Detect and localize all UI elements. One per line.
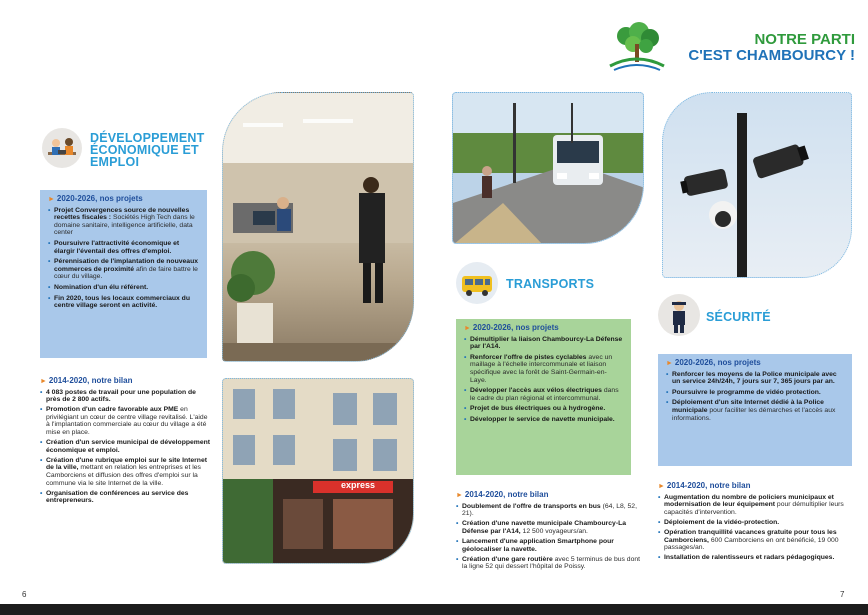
triangle-icon: ► (658, 483, 667, 490)
list-item: • Création d'une navette municipale Chambourcy-La Défense par l'A14, 12 500 voyageurs/an. (456, 520, 646, 535)
transports-bilan-heading: ► 2014-2020, notre bilan (456, 490, 549, 499)
economie-projets-box (40, 190, 207, 358)
securite-bilan (658, 482, 852, 564)
securite-projets-heading: ► 2020-2026, nos projets (666, 358, 761, 367)
list-item: • Développer l'accès aux vélos électriques dans le cadre du plan régional et intercommunal. (464, 387, 623, 402)
list-item: • Déploiement d'un site Internet dédié à la Police municipale pour faciliter les démarches et l'accès aux informations. (666, 399, 844, 422)
party-logo-tree (606, 22, 668, 74)
transports-bilan (456, 491, 646, 573)
list-item: • Création d'un service municipal de développement économique et emploi. (40, 439, 212, 454)
triangle-icon: ► (666, 360, 675, 367)
party-name-line2: C'EST CHAMBOURCY ! (688, 47, 855, 64)
list-item: • Organisation de conférences au service des entrepreneurs. (40, 490, 212, 505)
triangle-icon: ► (40, 378, 49, 385)
transports-projets-box (456, 319, 631, 475)
list-item: • Développer le service de navette municipale. (464, 416, 623, 424)
economie-projets-heading: ► 2020-2026, nos projets (48, 194, 143, 203)
economie-bilan-heading: ► 2014-2020, notre bilan (40, 376, 133, 385)
list-item: • 4 083 postes de travail pour une population de près de 2 800 actifs. (40, 389, 212, 404)
economie-bilan (40, 377, 212, 507)
list-item: • Lancement d'une application Smartphone pour géolocaliser la navette. (456, 538, 646, 553)
securite-bilan-heading: ► 2014-2020, notre bilan (658, 481, 751, 490)
list-item: • Création d'une gare routière avec 5 terminus de bus dont la ligne 52 qui dessert l'hôpital de Poissy. (456, 556, 646, 571)
storefront-photo (222, 378, 414, 564)
list-item: • Poursuivre le programme de vidéo protection. (666, 389, 844, 397)
list-item: • Doublement de l'offre de transports en bus (64, L8, 52, 21). (456, 503, 646, 518)
office-photo (222, 92, 414, 362)
list-item: • Création d'une rubrique emploi sur le site Internet de la ville, mettant en relation les entreprises et les Camborciens et diffusion des offres d'emploi sur la commune via le site Internet de la ville. (40, 457, 212, 487)
securite-section-icon (658, 294, 700, 336)
bus-photo (452, 92, 644, 244)
triangle-icon: ► (48, 196, 57, 203)
triangle-icon: ► (464, 325, 473, 332)
list-item: • Installation de ralentisseurs et radars pédagogiques. (658, 554, 852, 562)
list-item: • Démultiplier la liaison Chambourcy-La Défense par l'A14. (464, 336, 623, 351)
list-item: • Opération tranquillité vacances gratuite pour tous les Camborciens, 600 Camborciens en ont bénéficié, 19 000 passages/an. (658, 529, 852, 552)
securite-projets-box (658, 354, 852, 466)
securite-title: SÉCURITÉ (706, 310, 771, 324)
transports-title: TRANSPORTS (506, 277, 595, 291)
list-item: • Renforcer les moyens de la Police municipale avec un service 24h/24h, 7 jours sur 7, 365 jours par an. (666, 371, 844, 386)
list-item: • Fin 2020, tous les locaux commerciaux du centre village seront en activité. (48, 295, 199, 310)
list-item: • Renforcer l'offre de pistes cyclables avec un maillage à l'échelle intercommunale et liaison spécifique avec la forêt de Saint-Germain-en-Laye. (464, 354, 623, 384)
triangle-icon: ► (456, 492, 465, 499)
party-name-line1: NOTRE PARTI (754, 31, 855, 48)
list-item: • Promotion d'un cadre favorable aux PME en privilégiant un cœur de centre village revitalisé. L'aide à l'implantation commerciale au cœur du village a été mise en place. (40, 406, 212, 436)
party-name (680, 32, 855, 64)
bottom-edge (0, 604, 868, 615)
list-item: • Nomination d'un élu référent. (48, 284, 199, 292)
list-item: • Pérennisation de l'implantation de nouveaux commerces de proximité afin de faire battre le cœur du village. (48, 258, 199, 281)
camera-photo (662, 92, 852, 278)
list-item: • Déploiement de la vidéo-protection. (658, 519, 852, 527)
list-item: • Projet Convergences source de nouvelles recettes fiscales : Sociétés High Tech dans le domaine sanitaire, intelligence artificielle, data center (48, 207, 199, 237)
page-number-left: 6 (22, 590, 27, 599)
transports-projets-heading: ► 2020-2026, nos projets (464, 323, 559, 332)
list-item: • Projet de bus électriques ou à hydrogène. (464, 405, 623, 413)
economie-title: DÉVELOPPEMENT ÉCONOMIQUE ET EMPLOI (90, 131, 205, 169)
economie-section-icon (42, 128, 82, 168)
transports-section-icon (456, 262, 498, 304)
list-item: • Augmentation du nombre de policiers municipaux et modernisation de leur équipement pour démultiplier leurs capacités d'intervention. (658, 494, 852, 517)
storefront-sign: express (341, 480, 376, 490)
list-item: • Poursuivre l'attractivité économique et élargir l'éventail des offres d'emploi. (48, 240, 199, 255)
page-number-right: 7 (840, 590, 845, 599)
